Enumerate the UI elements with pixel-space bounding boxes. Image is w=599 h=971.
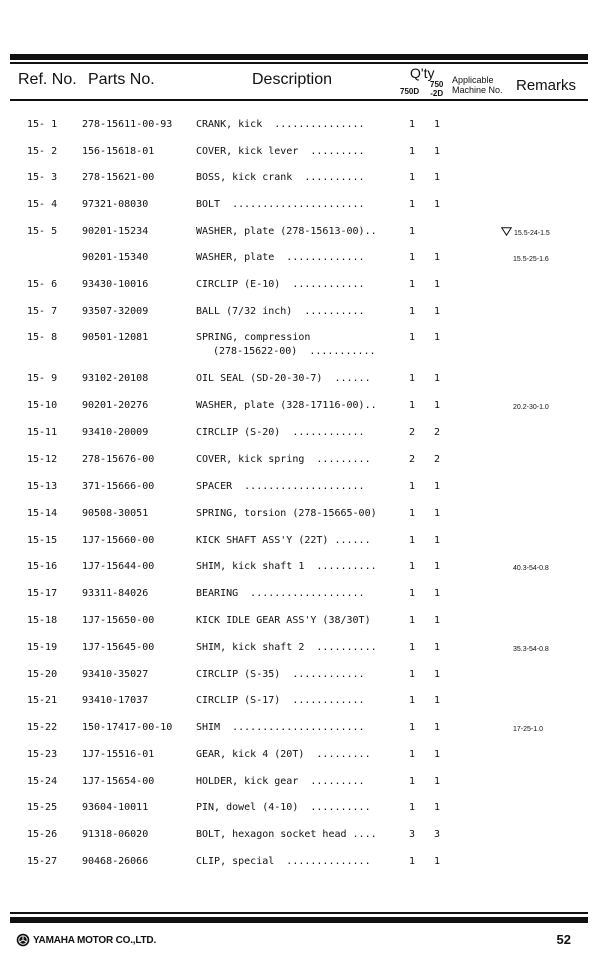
row-parts-no: 90201-15340 [82, 252, 149, 263]
row-parts-no: 90508-30051 [82, 508, 149, 519]
table-row [0, 427, 599, 447]
row-description: SPACER .................... [196, 481, 365, 492]
row-description: WASHER, plate ............. [196, 252, 365, 263]
header-applicable-line2: Machine No. [452, 85, 503, 95]
row-parts-no: 93311-84026 [82, 588, 149, 599]
row-remarks-text: 40.3-54-0.8 [513, 565, 549, 572]
row-qty-750-2d: 1 [433, 856, 441, 867]
row-description: PIN, dowel (4-10) .......... [196, 802, 371, 813]
row-qty-750-2d: 2 [433, 427, 441, 438]
header-qty: Q'ty [410, 65, 435, 81]
row-parts-no: 278-15621-00 [82, 172, 155, 183]
table-row [0, 119, 599, 139]
table-row [0, 669, 599, 689]
row-qty-750-2d: 1 [433, 535, 441, 546]
row-description: SHIM, kick shaft 2 .......... [196, 642, 377, 653]
row-ref-no: 15- 3 [27, 172, 58, 183]
table-row [0, 146, 599, 166]
table-row [0, 508, 599, 528]
row-description: BALL (7/32 inch) .......... [196, 306, 365, 317]
row-description: HOLDER, kick gear ......... [196, 776, 365, 787]
row-ref-no: 15-23 [27, 749, 58, 760]
row-qty-750d: 1 [408, 172, 416, 183]
row-qty-750-2d: 3 [433, 829, 441, 840]
header-applicable-line1: Applicable [452, 75, 494, 85]
row-parts-no: 278-15611-00-93 [82, 119, 173, 130]
row-ref-no: 15- 7 [27, 306, 58, 317]
row-remarks-text: 35.3-54-0.8 [513, 646, 549, 653]
row-remarks [513, 724, 543, 736]
row-remarks [513, 563, 549, 575]
row-description: GEAR, kick 4 (20T) ......... [196, 749, 371, 760]
header-description: Description [252, 71, 333, 88]
row-qty-750-2d: 1 [433, 642, 441, 653]
row-ref-no: 15-25 [27, 802, 58, 813]
row-qty-750d: 3 [408, 829, 416, 840]
table-row [0, 749, 599, 769]
row-qty-750d: 1 [408, 615, 416, 626]
table-row [0, 226, 599, 246]
header-rule [10, 99, 588, 101]
row-description: OIL SEAL (SD-20-30-7) ...... [196, 373, 371, 384]
table-row [0, 856, 599, 876]
row-parts-no: 93410-20009 [82, 427, 149, 438]
table-row [0, 454, 599, 474]
table-row [0, 642, 599, 662]
row-ref-no: 15- 4 [27, 199, 58, 210]
row-qty-750-2d: 1 [433, 332, 441, 343]
row-qty-750d: 1 [408, 561, 416, 572]
row-qty-750-2d: 1 [433, 776, 441, 787]
row-description: WASHER, plate (328-17116-00).. [196, 400, 377, 411]
row-remarks [513, 402, 549, 414]
row-qty-750d: 1 [408, 508, 416, 519]
row-parts-no: 91318-06020 [82, 829, 149, 840]
row-ref-no: 15- 1 [27, 119, 58, 130]
row-ref-no: 15-19 [27, 642, 58, 653]
row-parts-no: 93410-35027 [82, 669, 149, 680]
row-qty-750d: 1 [408, 119, 416, 130]
top-rule-thick [10, 54, 588, 60]
row-qty-750d: 1 [408, 776, 416, 787]
row-ref-no: 15-17 [27, 588, 58, 599]
row-parts-no: 90201-20276 [82, 400, 149, 411]
row-qty-750d: 1 [408, 588, 416, 599]
row-description: BEARING ................... [196, 588, 365, 599]
row-ref-no: 15-24 [27, 776, 58, 787]
row-description: SHIM ...................... [196, 722, 365, 733]
row-parts-no: 93410-17037 [82, 695, 149, 706]
row-qty-750-2d: 1 [433, 373, 441, 384]
row-qty-750-2d: 1 [433, 199, 441, 210]
row-qty-750-2d: 1 [433, 561, 441, 572]
row-qty-750-2d: 1 [433, 146, 441, 157]
row-parts-no: 1J7-15644-00 [82, 561, 155, 572]
row-qty-750d: 1 [408, 199, 416, 210]
row-description: CIRCLIP (E-10) ............ [196, 279, 365, 290]
row-qty-750d: 1 [408, 722, 416, 733]
row-qty-750d: 2 [408, 427, 416, 438]
table-row [0, 722, 599, 742]
row-qty-750d: 1 [408, 373, 416, 384]
row-description: WASHER, plate (278-15613-00).. [196, 226, 377, 237]
row-ref-no: 15- 2 [27, 146, 58, 157]
footer-logo [16, 933, 156, 947]
row-remarks [501, 227, 550, 240]
row-ref-no: 15- 5 [27, 226, 58, 237]
row-parts-no: 1J7-15660-00 [82, 535, 155, 546]
row-ref-no: 15-16 [27, 561, 58, 572]
row-remarks-text: 17-25-1.0 [513, 726, 543, 733]
row-ref-no: 15-26 [27, 829, 58, 840]
row-parts-no: 90201-15234 [82, 226, 149, 237]
row-qty-750d: 1 [408, 642, 416, 653]
yamaha-emblem-icon [16, 933, 30, 947]
row-parts-no: 97321-08030 [82, 199, 149, 210]
row-qty-750d: 1 [408, 749, 416, 760]
table-row [0, 332, 599, 357]
row-description-continued: (278-15622-00) ........... [213, 346, 376, 357]
bottom-rule-thin [10, 912, 588, 914]
row-description: BOSS, kick crank .......... [196, 172, 365, 183]
row-parts-no: 93507-32009 [82, 306, 149, 317]
row-parts-no: 278-15676-00 [82, 454, 155, 465]
table-row [0, 279, 599, 299]
row-qty-750-2d: 1 [433, 508, 441, 519]
row-qty-750-2d: 1 [433, 279, 441, 290]
row-qty-750-2d: 1 [433, 695, 441, 706]
row-ref-no: 15-13 [27, 481, 58, 492]
header-qty-750-bottom: -2D [430, 89, 444, 98]
header-ref-no: Ref. No. [18, 71, 77, 88]
table-row [0, 588, 599, 608]
row-qty-750d: 1 [408, 535, 416, 546]
table-row [0, 695, 599, 715]
triangle-marker-icon [501, 227, 512, 236]
row-description: CIRCLIP (S-20) ............ [196, 427, 365, 438]
page-number: 52 [556, 932, 571, 947]
row-remarks-text: 20.2-30-1.0 [513, 404, 549, 411]
row-parts-no: 1J7-15516-01 [82, 749, 155, 760]
header-qty-750d: 750D [400, 87, 420, 96]
row-qty-750d: 1 [408, 802, 416, 813]
row-ref-no: 15-14 [27, 508, 58, 519]
header-qty-750-top: 750 [430, 80, 444, 89]
row-ref-no: 15-20 [27, 669, 58, 680]
row-qty-750-2d: 1 [433, 669, 441, 680]
header-applicable-machine-no [452, 75, 503, 95]
row-qty-750-2d: 1 [433, 749, 441, 760]
header-qty-750-2d [430, 80, 443, 98]
row-ref-no: 15-18 [27, 615, 58, 626]
row-description: KICK SHAFT ASS'Y (22T) ...... [196, 535, 371, 546]
row-ref-no: 15- 9 [27, 373, 58, 384]
header-remarks: Remarks [516, 77, 577, 94]
table-row [0, 535, 599, 555]
row-parts-no: 150-17417-00-10 [82, 722, 173, 733]
table-row [0, 829, 599, 849]
header-parts-no: Parts No. [88, 71, 155, 88]
row-description: BOLT ...................... [196, 199, 365, 210]
row-description: KICK IDLE GEAR ASS'Y (38/30T) [196, 615, 371, 626]
row-ref-no: 15-27 [27, 856, 58, 867]
table-row [0, 306, 599, 326]
row-parts-no: 90468-26066 [82, 856, 149, 867]
row-qty-750-2d: 1 [433, 172, 441, 183]
row-description: CIRCLIP (S-17) ............ [196, 695, 365, 706]
row-qty-750-2d: 1 [433, 481, 441, 492]
table-row [0, 373, 599, 393]
row-description: COVER, kick lever ......... [196, 146, 365, 157]
row-remarks [513, 644, 549, 656]
row-ref-no: 15- 6 [27, 279, 58, 290]
row-qty-750d: 1 [408, 226, 416, 237]
row-parts-no: 1J7-15654-00 [82, 776, 155, 787]
row-qty-750d: 1 [408, 279, 416, 290]
row-ref-no: 15- 8 [27, 332, 58, 343]
row-ref-no: 15-21 [27, 695, 58, 706]
row-ref-no: 15-22 [27, 722, 58, 733]
row-qty-750d: 1 [408, 856, 416, 867]
row-description: CIRCLIP (S-35) ............ [196, 669, 365, 680]
row-qty-750-2d: 1 [433, 802, 441, 813]
row-qty-750d: 2 [408, 454, 416, 465]
row-remarks-text: 15.5-24-1.5 [514, 230, 550, 237]
row-parts-no: 1J7-15645-00 [82, 642, 155, 653]
row-qty-750-2d: 1 [433, 306, 441, 317]
footer-brand: YAMAHA MOTOR CO.,LTD. [33, 934, 157, 946]
row-description: CLIP, special .............. [196, 856, 371, 867]
row-parts-no: 93102-20108 [82, 373, 149, 384]
row-qty-750-2d: 1 [433, 615, 441, 626]
row-description: SHIM, kick shaft 1 .......... [196, 561, 377, 572]
row-qty-750d: 1 [408, 332, 416, 343]
row-qty-750d: 1 [408, 481, 416, 492]
row-parts-no: 90501-12081 [82, 332, 149, 343]
row-qty-750-2d: 1 [433, 588, 441, 599]
top-rule-thin [10, 62, 588, 64]
row-description: CRANK, kick ............... [196, 119, 365, 130]
row-qty-750d: 1 [408, 669, 416, 680]
row-qty-750d: 1 [408, 252, 416, 263]
row-description: BOLT, hexagon socket head .... [196, 829, 377, 840]
row-ref-no: 15-12 [27, 454, 58, 465]
row-qty-750-2d: 2 [433, 454, 441, 465]
row-qty-750-2d: 1 [433, 400, 441, 411]
row-ref-no: 15-11 [27, 427, 58, 438]
table-row [0, 561, 599, 581]
table-row [0, 400, 599, 420]
row-remarks-text: 15.5-25-1.6 [513, 256, 549, 263]
row-parts-no: 1J7-15650-00 [82, 615, 155, 626]
table-row [0, 252, 599, 272]
row-qty-750-2d: 1 [433, 119, 441, 130]
row-parts-no: 93430-10016 [82, 279, 149, 290]
row-description: SPRING, compression [196, 332, 311, 343]
row-parts-no: 371-15666-00 [82, 481, 155, 492]
row-qty-750d: 1 [408, 306, 416, 317]
row-qty-750-2d: 1 [433, 252, 441, 263]
bottom-rule-thick [10, 917, 588, 923]
row-qty-750-2d: 1 [433, 722, 441, 733]
row-parts-no: 93604-10011 [82, 802, 149, 813]
row-qty-750d: 1 [408, 400, 416, 411]
row-description: COVER, kick spring ......... [196, 454, 371, 465]
row-parts-no: 156-15618-01 [82, 146, 155, 157]
table-row [0, 481, 599, 501]
table-row [0, 802, 599, 822]
table-row [0, 776, 599, 796]
table-row [0, 172, 599, 192]
row-qty-750d: 1 [408, 146, 416, 157]
row-description: SPRING, torsion (278-15665-00) [196, 508, 377, 519]
table-row [0, 615, 599, 635]
table-row [0, 199, 599, 219]
row-ref-no: 15-10 [27, 400, 58, 411]
row-ref-no: 15-15 [27, 535, 58, 546]
row-qty-750d: 1 [408, 695, 416, 706]
row-remarks [513, 254, 549, 266]
